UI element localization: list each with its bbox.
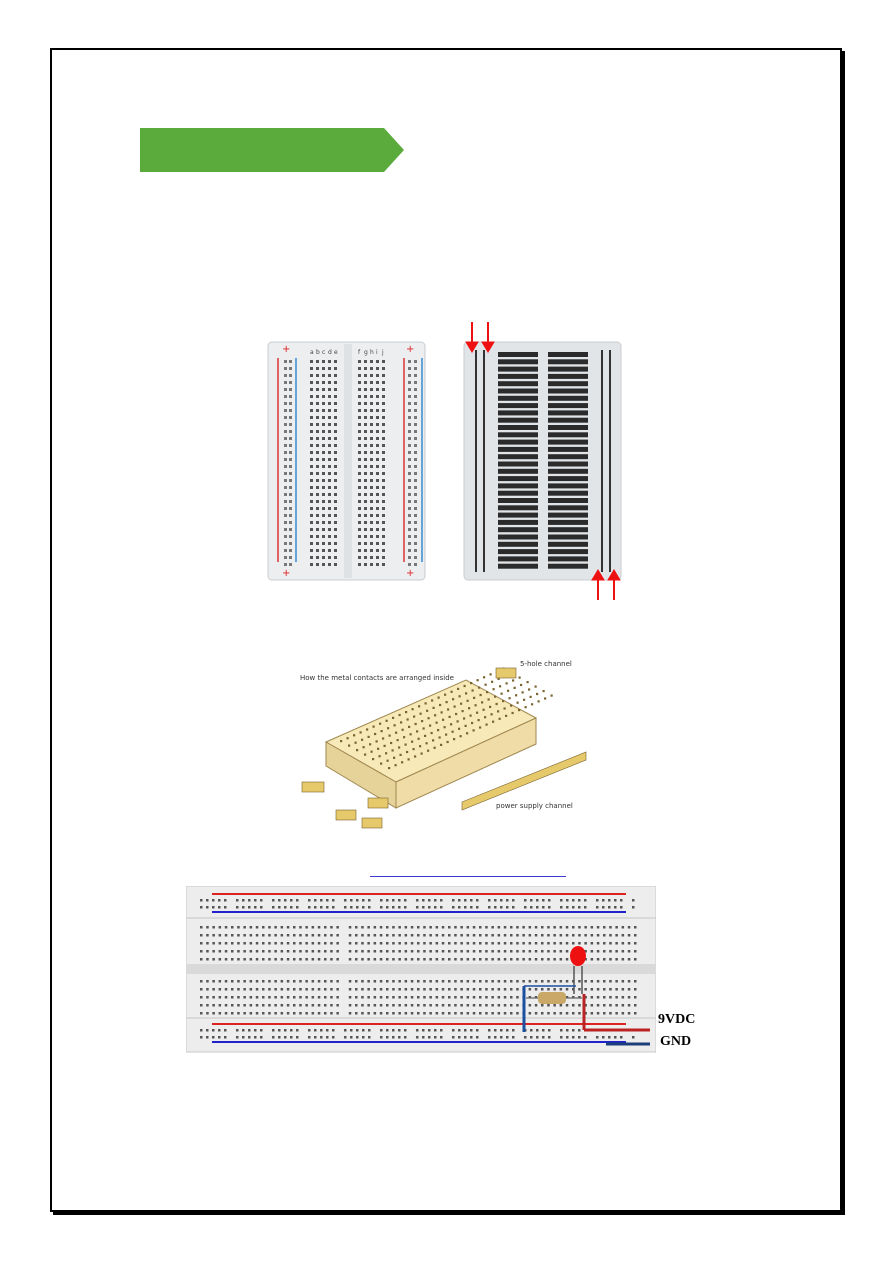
label-9vdc: 9VDC <box>658 1012 696 1027</box>
column-letter: j <box>382 349 384 356</box>
column-letter: a <box>310 349 314 356</box>
column-letter: h <box>370 349 374 356</box>
svg-text:+: + <box>282 344 291 355</box>
section-banner <box>140 128 404 172</box>
caption-link[interactable] <box>370 862 566 877</box>
column-letter: b <box>316 349 320 356</box>
svg-text:+: + <box>282 568 291 579</box>
column-letter: d <box>328 349 332 356</box>
led-circuit-figure <box>186 886 656 1054</box>
column-letter: f <box>358 349 361 356</box>
metal-contacts-diagram <box>296 660 592 842</box>
label-gnd: GND <box>660 1034 692 1049</box>
breadboard-front-back-figure <box>262 320 632 602</box>
svg-text:+: + <box>406 568 415 579</box>
breadboard-front <box>268 342 425 580</box>
breadboard-back <box>464 322 621 600</box>
svg-text:+: + <box>406 344 415 355</box>
label-inside: How the metal contacts are arranged inside <box>300 674 454 682</box>
column-letter: e <box>334 349 338 356</box>
label-power: power supply channel <box>496 802 573 810</box>
label-channel: 5-hole channel <box>520 660 572 668</box>
column-letter: g <box>364 349 368 356</box>
column-letter: c <box>322 349 326 356</box>
column-letter: i <box>376 349 378 356</box>
